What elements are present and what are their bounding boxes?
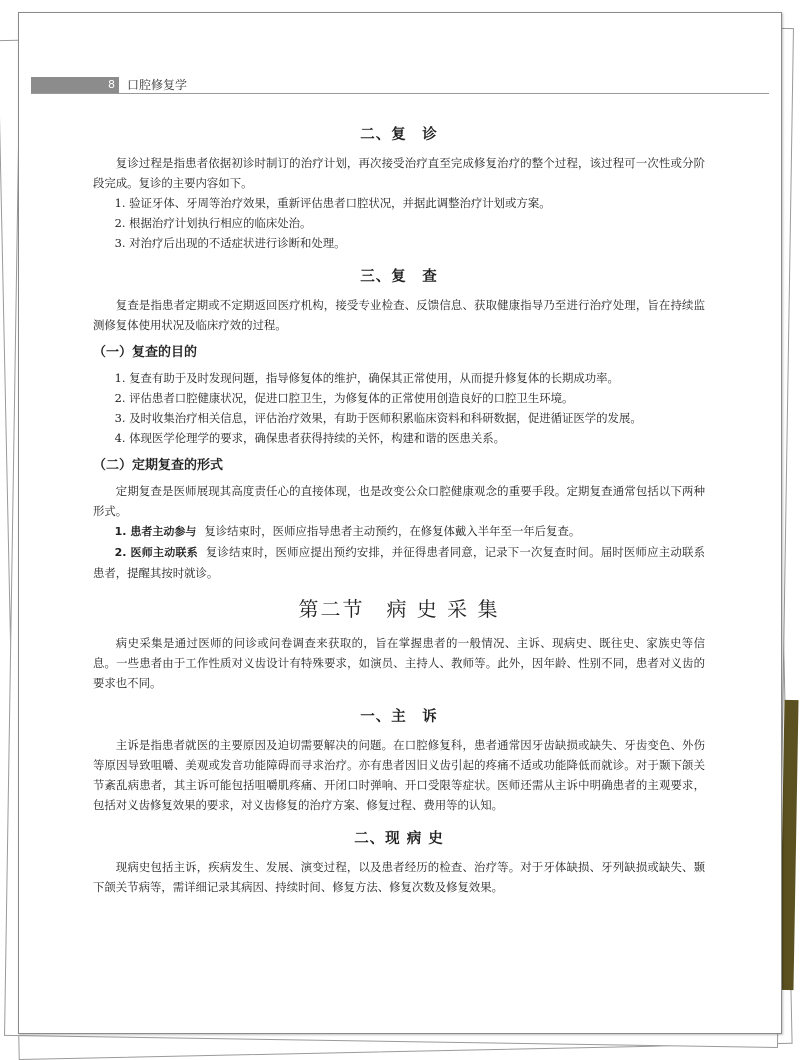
list-item: 3. 对治疗后出现的不适症状进行诊断和处理。 (114, 236, 346, 250)
header-rule (31, 93, 769, 94)
paragraph: 现病史包括主诉，疾病发生、发展、演变过程，以及患者经历的检查、治疗等。对于牙体缺损、牙列缺损或缺失、颞下颌关节病等，需详细记录其病因、持续时间、修复方法、修复次数及修复效果。 (93, 860, 705, 894)
list-item: 4. 体现医学伦理学的要求，确保患者获得持续的关怀，构建和谐的医患关系。 (114, 431, 506, 445)
paragraph: 病史采集是通过医师的问诊或问卷调查来获取的，旨在掌握患者的一般情况、主诉、现病史、既往史、家族史等信息。一些患者由于工作性质对义齿设计有特殊要求，如演员、主持人、教师等。此外，因年龄、性别不同，患者对义齿的要求也不同。 (93, 636, 705, 690)
chapter-section-title: 第二节 病 史 采 集 (298, 597, 500, 621)
book-page (18, 12, 782, 1034)
list-item: 3. 及时收集治疗相关信息，评估治疗效果，有助于医师积累临床资料和科研数据，促进循证医学的发展。 (114, 411, 642, 425)
item-lead: 2. 医师主动联系 (114, 546, 198, 559)
section-heading-recheck: 三、复 查 (360, 269, 438, 285)
section-heading-complaint: 一、主 诉 (360, 709, 438, 725)
subheading-forms: （二）定期复查的形式 (93, 458, 224, 473)
item-text: 复诊结束时，医师应指导患者主动预约，在修复体戴入半年至一年后复查。 (204, 524, 581, 538)
item-lead: 1. 患者主动参与 (114, 525, 197, 538)
item-text: 复诊结束时，医师应提出预约安排，并征得患者同意，记录下一次复查时间。届时医师应主动联系患者，提醒其按时就诊。 (93, 545, 705, 580)
list-item: 2. 评估患者口腔健康状况，促进口腔卫生，为修复体的正常使用创造良好的口腔卫生环境。 (114, 391, 574, 405)
subheading-purpose: （一）复查的目的 (93, 345, 198, 360)
running-title: 口腔修复学 (127, 78, 188, 92)
list-item: 2. 根据治疗计划执行相应的临床处治。 (114, 216, 312, 230)
list-item (93, 521, 705, 542)
list-item: 1. 复查有助于及时发现问题，指导修复体的维护，确保其正常使用，从而提升修复体的长期成功率。 (114, 371, 619, 385)
page-content (93, 117, 705, 897)
section-heading-revisit: 二、复 诊 (360, 127, 438, 143)
paragraph: 复诊过程是指患者依据初诊时制订的治疗计划，再次接受治疗直至完成修复治疗的整个过程，该过程可一次性或分阶段完成。复诊的主要内容如下。 (93, 156, 705, 190)
page-number: 8 (108, 78, 115, 91)
paragraph: 定期复查是医师展现其高度责任心的直接体现，也是改变公众口腔健康观念的重要手段。定期复查通常包括以下两种形式。 (93, 484, 705, 518)
paragraph: 主诉是指患者就医的主要原因及迫切需要解决的问题。在口腔修复科，患者通常因牙齿缺损或缺失、牙齿变色、外伤等原因导致咀嚼、美观或发音功能障碍而寻求治疗。亦有患者因旧义齿引起的疼痛不适或功能降低而就诊。对于颞下颌关节紊乱病患者，其主诉可能包括咀嚼肌疼痛、开闭口时弹响、开口受限等症状。医师还需从主诉中明确患者的主观要求，包括对义齿修复效果的要求，对义齿修复的治疗方案、修复过程、费用等的认知。 (93, 738, 705, 812)
section-heading-present-history: 二、现 病 史 (354, 831, 444, 847)
list-item (93, 542, 705, 583)
list-item: 1. 验证牙体、牙周等治疗效果，重新评估患者口腔状况，并据此调整治疗计划或方案。 (114, 196, 551, 210)
paragraph: 复查是指患者定期或不定期返回医疗机构，接受专业检查、反馈信息、获取健康指导乃至进行治疗处理，旨在持续监测修复体使用状况及临床疗效的过程。 (93, 298, 705, 332)
